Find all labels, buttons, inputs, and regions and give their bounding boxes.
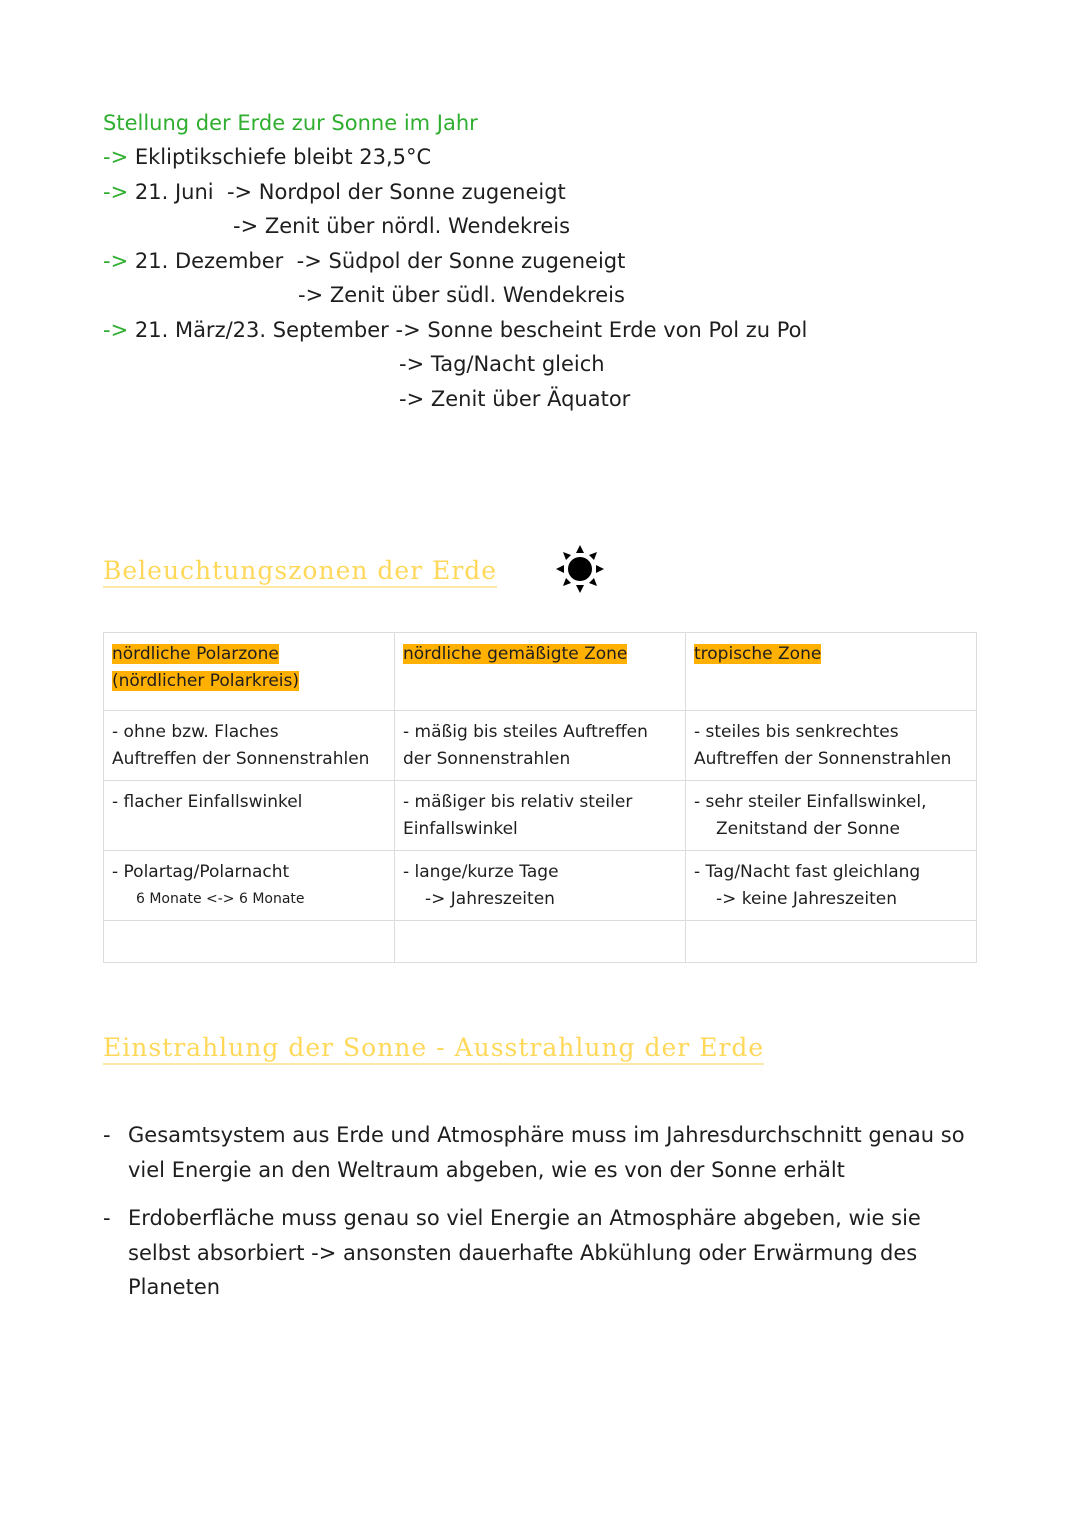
table-cell [686, 921, 977, 963]
table-cell: - mäßig bis steiles Auftreffen der Sonnenstrahlen [395, 711, 686, 781]
table-cell: - Polartag/Polarnacht 6 Monate <-> 6 Monate [104, 851, 395, 921]
note-line: -> Zenit über nördl. Wendekreis [233, 214, 571, 238]
section-title-radiation: Einstrahlung der Sonne - Ausstrahlung der Erde [103, 1033, 764, 1065]
table-row-empty [104, 921, 977, 963]
table-cell [395, 921, 686, 963]
note-line: -> 21. Dezember -> Südpol der Sonne zugeneigt [103, 248, 626, 273]
note-line: -> Zenit über südl. Wendekreis [298, 283, 625, 307]
sun-icon [556, 545, 604, 593]
radiation-bullet-list [103, 1118, 983, 1319]
note-line: -> 21. Juni -> Nordpol der Sonne zugeneigt [103, 179, 566, 204]
table-cell: - Tag/Nacht fast gleichlang -> keine Jahreszeiten [686, 851, 977, 921]
list-item: - Erdoberfläche muss genau so viel Energie an Atmosphäre abgeben, wie sie selbst absorbiert -> ansonsten dauerhafte Abkühlung oder Erwärmung des Planeten [103, 1206, 921, 1299]
note-line: -> Zenit über Äquator [399, 386, 631, 411]
table-header-cell: tropische Zone [686, 633, 977, 711]
section-title-illumination-zones: Beleuchtungszonen der Erde [103, 556, 497, 588]
table-cell: - ohne bzw. Flaches Auftreffen der Sonnenstrahlen [104, 711, 395, 781]
illumination-zones-table [103, 632, 977, 963]
table-header-row [104, 633, 977, 711]
table-cell: - mäßiger bis relativ steiler Einfallswinkel [395, 781, 686, 851]
note-line: -> Ekliptikschiefe bleibt 23,5°C [103, 145, 432, 169]
table-cell [104, 921, 395, 963]
table-cell: - lange/kurze Tage -> Jahreszeiten [395, 851, 686, 921]
table-row [104, 851, 977, 921]
table-cell: - flacher Einfallswinkel [104, 781, 395, 851]
section-title-earth-position: Stellung der Erde zur Sonne im Jahr [103, 111, 478, 135]
section-earth-position [103, 106, 807, 416]
note-line: -> Tag/Nacht gleich [399, 352, 605, 376]
table-header-cell: nördliche gemäßigte Zone [395, 633, 686, 711]
table-cell: - sehr steiler Einfallswinkel, Zenitstand der Sonne [686, 781, 977, 851]
table-cell: - steiles bis senkrechtes Auftreffen der Sonnenstrahlen [686, 711, 977, 781]
note-line: -> 21. März/23. September -> Sonne bescheint Erde von Pol zu Pol [103, 317, 808, 342]
list-item: - Gesamtsystem aus Erde und Atmosphäre muss im Jahresdurchschnitt genau so viel Energie an den Weltraum abgeben, wie es von der Sonne erhält [103, 1123, 965, 1182]
table-row [104, 781, 977, 851]
table-header-cell: nördliche Polarzone (nördlicher Polarkreis) [104, 633, 395, 711]
table-row [104, 711, 977, 781]
